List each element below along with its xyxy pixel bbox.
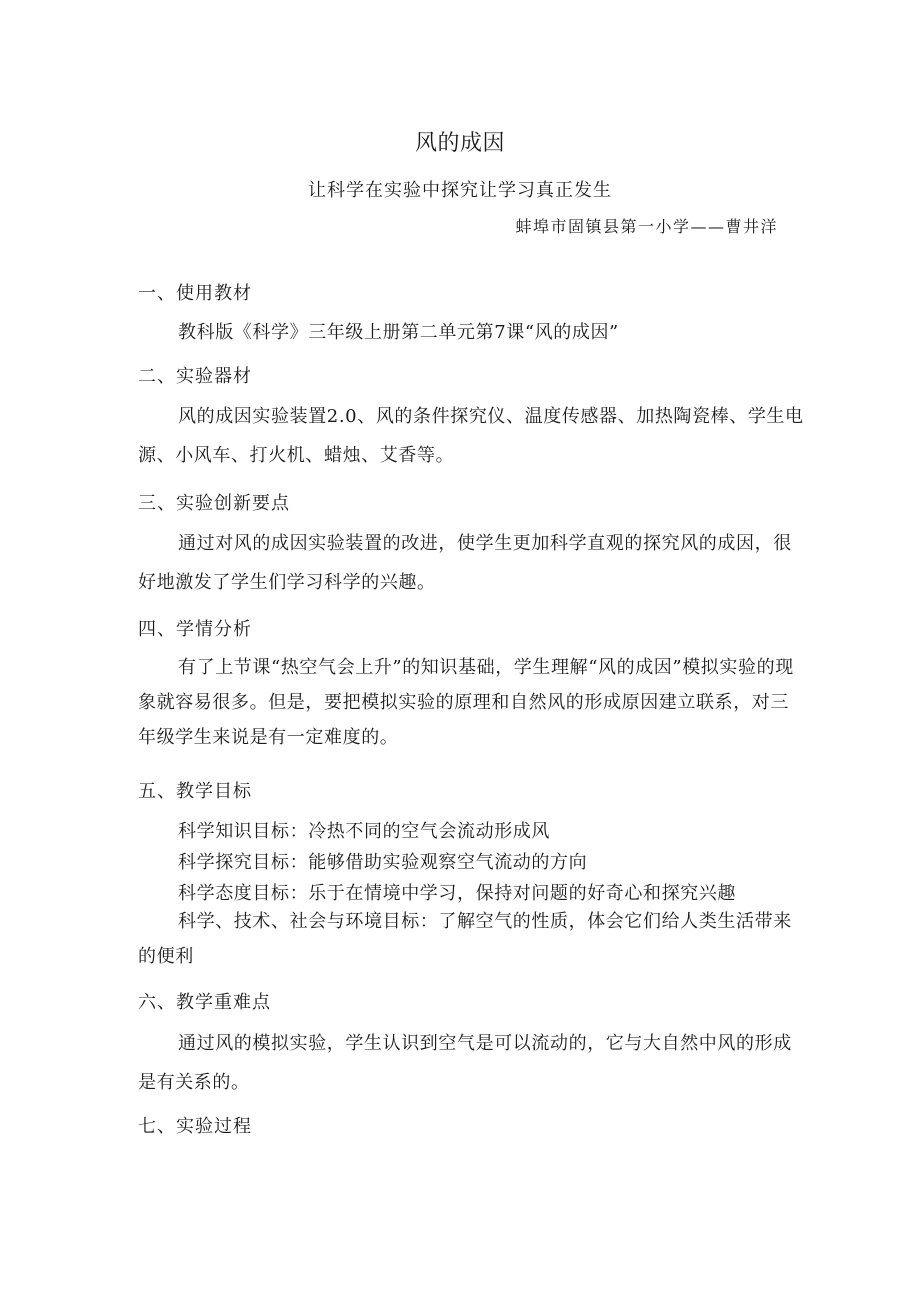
goal-item-3: 科学态度目标：乐于在情境中学习，保持对问题的好奇心和探究兴趣 — [178, 883, 736, 904]
document-title: 风的成因 — [414, 131, 505, 156]
section-text-4: 有了上节课“热空气会上升”的知识基础，学生理解“风的成因”模拟实验的现象就容易很多。但是，要把模拟实验的原理和自然风的形成原因建立联系，对三年级学生来说是有一定难度的。 — [138, 657, 794, 748]
section-text-3: 通过对风的成因实验装置的改进，使学生更加科学直观的探究风的成因，很好地激发了学生们学习科学的兴趣。 — [138, 533, 792, 593]
section-text-1: 教科版《科学》三年级上册第二单元第7课“风的成因” — [178, 322, 619, 343]
goal-item-1: 科学知识目标：冷热不同的空气会流动形成风 — [178, 821, 550, 842]
section-heading-4: 四、学情分析 — [138, 619, 252, 640]
goal-item-2: 科学探究目标：能够借助实验观察空气流动的方向 — [178, 852, 588, 873]
section-text-6: 通过风的模拟实验，学生认识到空气是可以流动的，它与大自然中风的形成是有关系的。 — [138, 1033, 792, 1093]
goal-item-4: 科学、技术、社会与环境目标：了解空气的性质，体会它们给人类生活带来的便利 — [138, 911, 792, 967]
section-heading-3: 三、实验创新要点 — [138, 493, 290, 514]
section-text-2: 风的成因实验装置2.0、风的条件探究仪、温度传感器、加热陶瓷棒、学生电源、小风车、打火机、蜡烛、艾香等。 — [138, 406, 804, 466]
section-heading-5: 五、教学目标 — [138, 781, 252, 802]
document-subtitle: 让科学在实验中探究让学习真正发生 — [308, 180, 612, 201]
document-author: 蚌埠市固镇县第一小学——曹井洋 — [515, 217, 778, 236]
section-heading-1: 一、使用教材 — [138, 283, 252, 304]
section-heading-7: 七、实验过程 — [138, 1116, 252, 1137]
section-heading-2: 二、实验器材 — [138, 366, 252, 387]
section-heading-6: 六、教学重难点 — [138, 992, 271, 1013]
